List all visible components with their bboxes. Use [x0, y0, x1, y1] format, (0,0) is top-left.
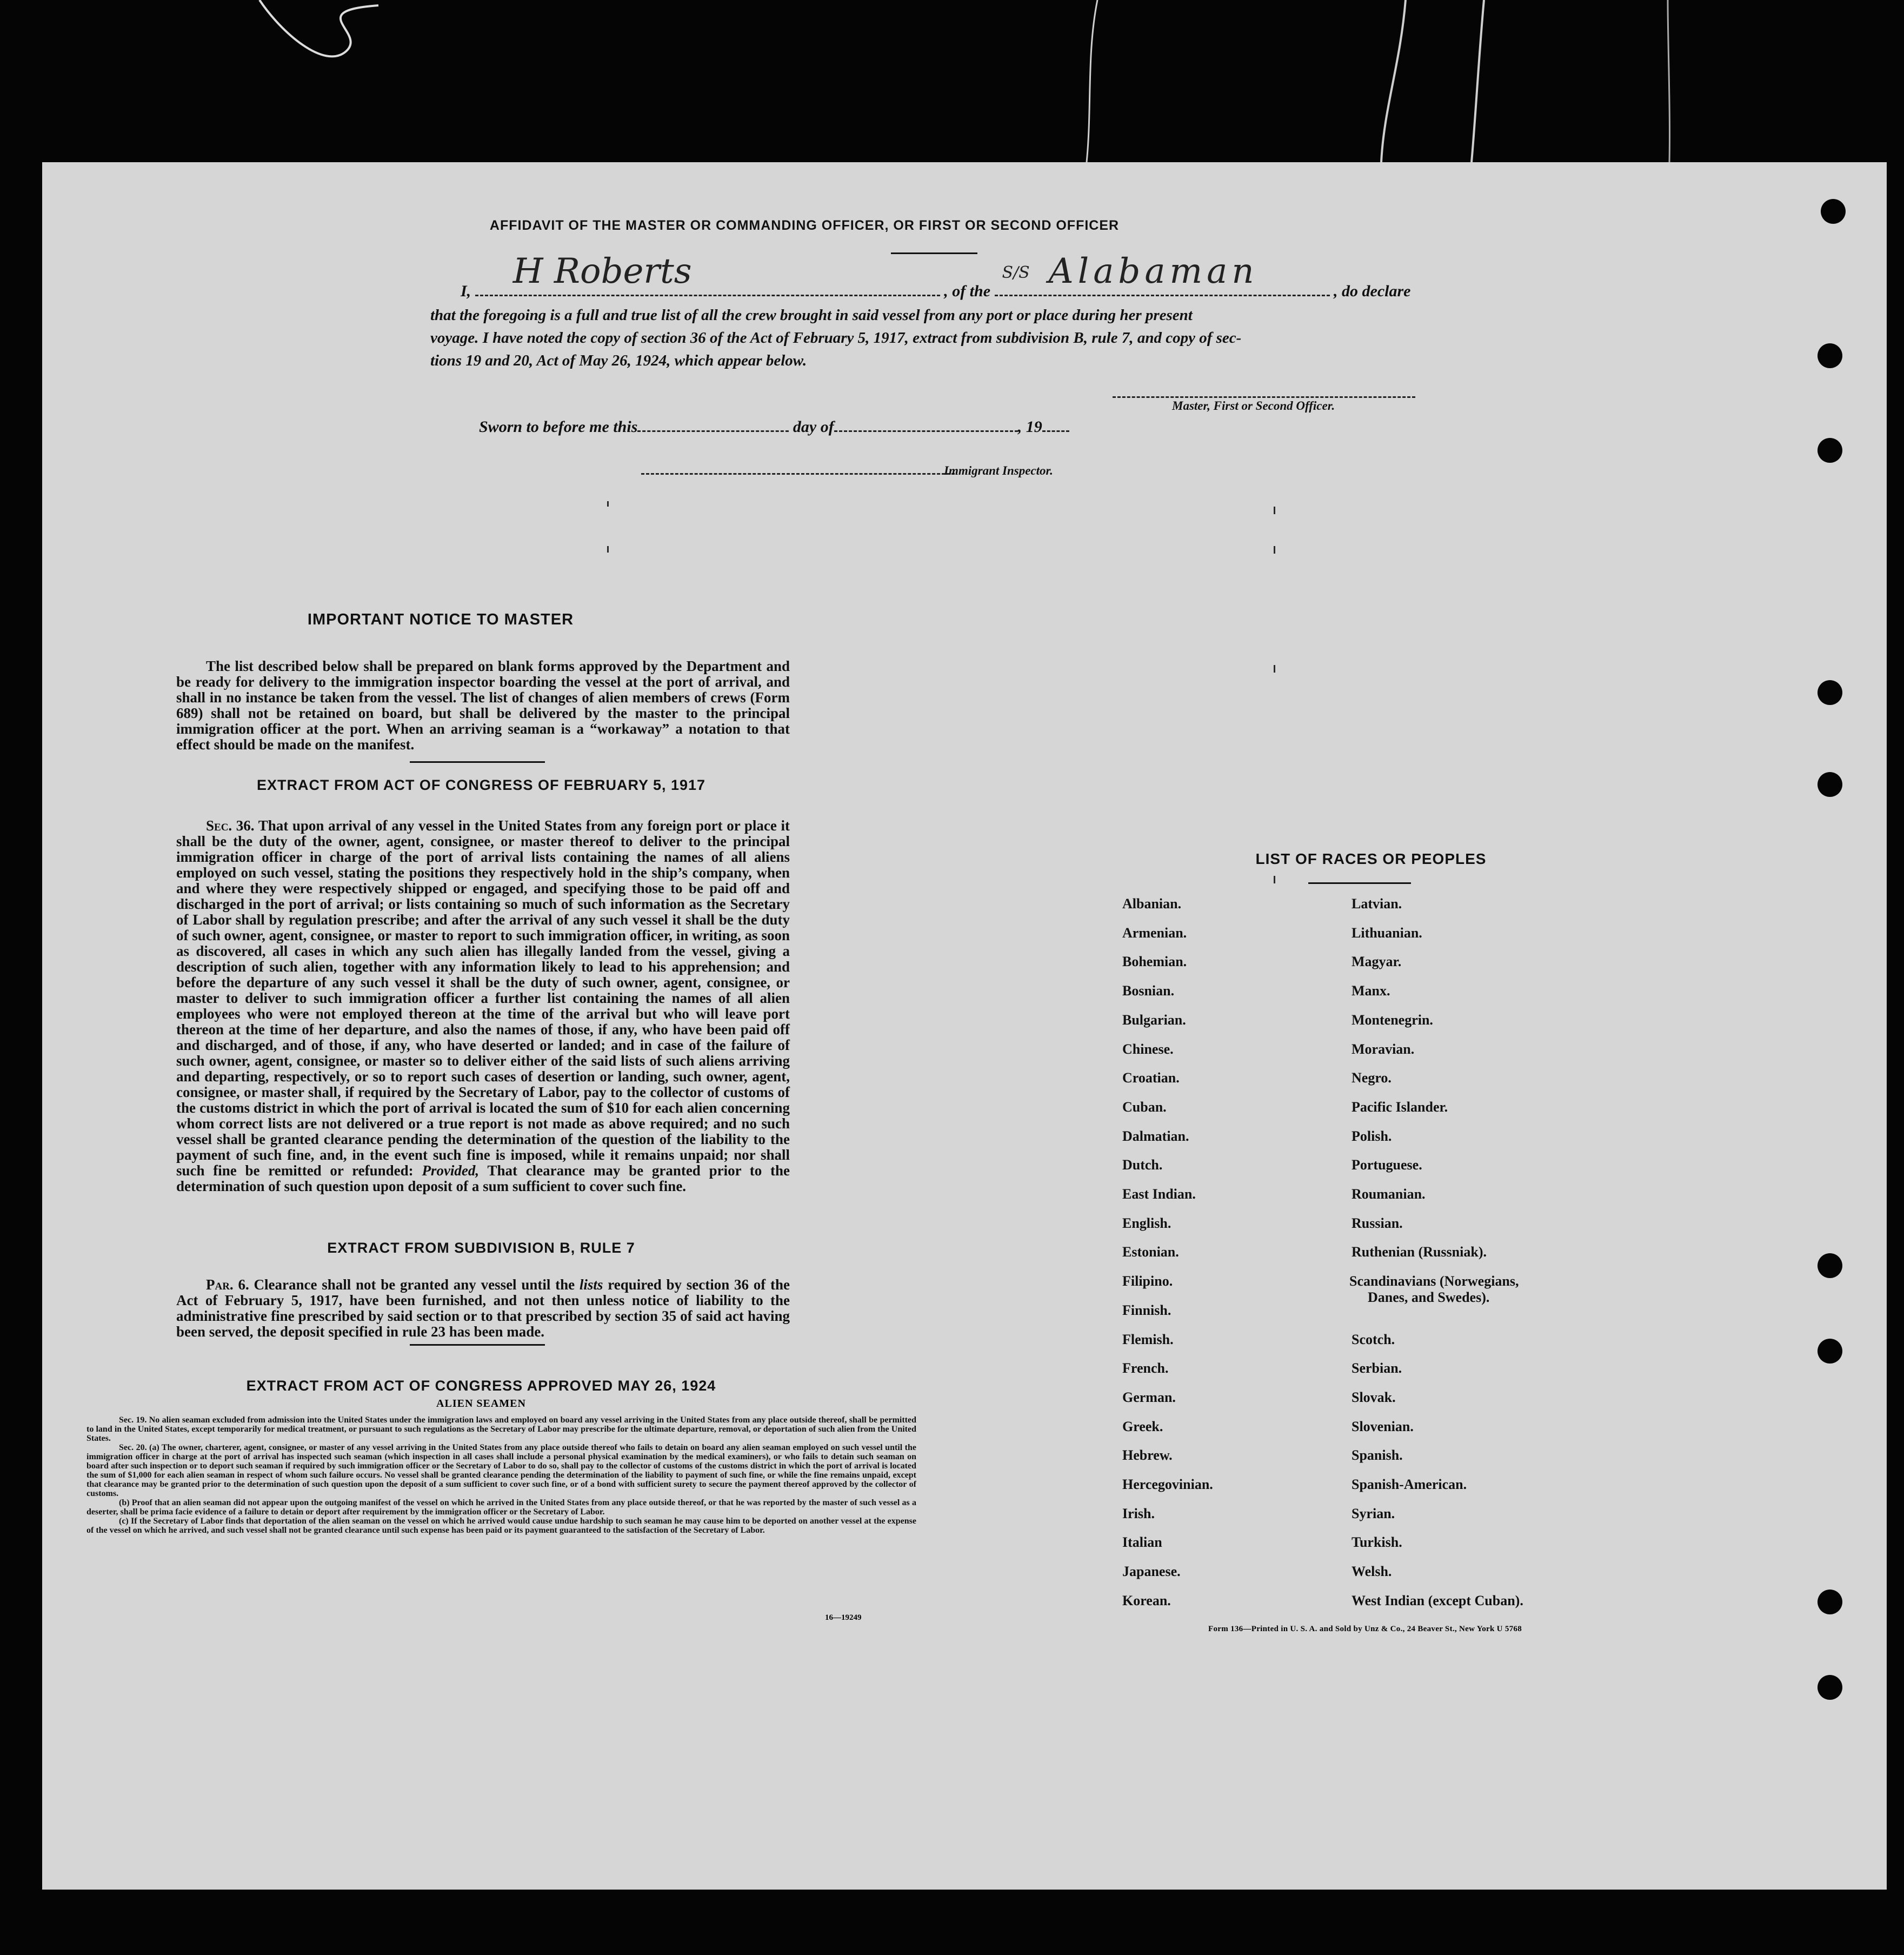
punch-hole [1818, 1339, 1842, 1364]
race-item: Latvian. [1352, 896, 1402, 912]
race-item: Polish. [1352, 1128, 1392, 1144]
race-item: Welsh. [1352, 1564, 1392, 1580]
provided-term: Provided, [422, 1162, 480, 1179]
declaration-text [430, 304, 1512, 372]
race-item: Magyar. [1352, 954, 1402, 970]
notice-text: The list described below shall be prepared on blank forms approved by the Department and be ready for delivery to the immigration inspector boarding the vessel at the port of arrival, and shall in no instance be taken from the vessel. The list of changes of alien members of crews (Form 689) shall not be retained on board, but shall be delivered by the master to the principal immigration officer at the port. When an arriving seaman is a “workaway” a notation to that effect should be made on the manifest. [176, 658, 790, 753]
rule-7-body-a: Clearance shall not be granted any vessel until the [254, 1276, 575, 1293]
declaration-line-3: tions 19 and 20, Act of May 26, 1924, which appear below. [430, 352, 807, 369]
race-item: Estonian. [1122, 1244, 1179, 1260]
i-label: I, [461, 282, 471, 300]
race-item: German. [1122, 1389, 1176, 1405]
race-item: Slovenian. [1352, 1418, 1414, 1434]
race-item: Slovak. [1352, 1389, 1396, 1405]
race-item: Flemish. [1122, 1331, 1174, 1347]
race-item: West Indian (except Cuban). [1352, 1592, 1523, 1608]
race-item: Bosnian. [1122, 983, 1175, 999]
race-item-continuation: Danes, and Swedes). [1368, 1289, 1490, 1306]
notice-title: IMPORTANT NOTICE TO MASTER [307, 611, 574, 628]
race-item: Scotch. [1352, 1331, 1395, 1347]
scan-speck [607, 546, 609, 553]
race-item: Roumanian. [1352, 1186, 1426, 1202]
vessel-field[interactable] [995, 251, 1330, 296]
races-divider [1308, 882, 1411, 884]
scan-speck [1274, 546, 1275, 554]
extract-1917-text [176, 818, 790, 1194]
race-item: Japanese. [1122, 1564, 1181, 1580]
scan-speck [1274, 665, 1275, 673]
race-item: Hebrew. [1122, 1447, 1173, 1464]
inspector-signature-line[interactable] [641, 473, 955, 475]
form-code: 16—19249 [825, 1613, 862, 1622]
vessel-prefix: S/S [1002, 263, 1030, 282]
sec-20b-text: (b) Proof that an alien seaman did not appear upon the outgoing manifest of the vessel on which he arrived in the United States from any place outside thereof, or that he was reported by the master of such vessel as a deserter, shall be prima facie evidence of a failure to detain or deport after requirement by the immigration officer or the Secretary of Labor. [86, 1498, 916, 1517]
race-item: French. [1122, 1360, 1169, 1377]
declaration-line-1: that the foregoing is a full and true list of all the crew brought in said vessel from any port or place during her present [430, 307, 1193, 324]
race-item: Montenegrin. [1352, 1012, 1433, 1028]
rule-7-divider [410, 1344, 545, 1346]
punch-hole [1818, 343, 1842, 368]
race-item: Finnish. [1122, 1302, 1171, 1318]
race-item: Turkish. [1352, 1534, 1402, 1551]
declaration-line-2: voyage. I have noted the copy of section 36 of the Act of February 5, 1917, extract from subdivision B, rule 7, and copy of sec- [430, 329, 1242, 347]
sec-36-body: That upon arrival of any vessel in the United States from any foreign port or place it shall be the duty of the owner, agent, consignee, or master thereof to deliver to the principal immigration officer in charge of the port of arrival lists containing the names of all aliens employed on such vessel, stating the positions they respectively hold in the ship’s company, when and where they were respectively shipped or engaged, and specifying those to be paid off and discharged in the port of arrival; or lists containing so much of such information as the Secretary of Labor shall by regulation prescribe; and after the arrival of any such vessel it shall be the duty of such owner, agent, consignee, or master to report to such immigration officer, in writing, as soon as discovered, all cases in which any such alien has illegally landed from the vessel, giving a description of such alien, together with any information likely to lead to his apprehension; and before the departure of any such vessel it shall be the duty of such owner, agent, consignee, or master to deliver to such immigration officer a further list containing the names of all alien employees who were not employed thereon at the time of the arrival but who will leave port thereon at the time of her departure, and also the names of those, if any, who have been paid off and discharged, and of those, if any, who have deserted or landed; and in case of the failure of such owner, agent, consignee, or master so to deliver either of the said lists of such aliens arriving and departing, respectively, or so to report such cases of desertion or landing, such owner, agent, consignee, or master shall, if required by the Secretary of Labor, pay to the collector of customs of the customs district in which the port of arrival is located the sum of $10 for each alien concerning whom correct lists are not delivered or a true report is not made as above required; and no such vessel shall be granted clearance pending the determination of the question of the liability to the payment of such fine, and, in the event such fine is imposed, while it remains unpaid; nor shall such fine be remitted or refunded: [176, 817, 790, 1179]
punch-hole [1818, 1590, 1842, 1614]
extract-1924-text [86, 1415, 916, 1535]
race-item: Bulgarian. [1122, 1012, 1186, 1028]
race-item: Syrian. [1352, 1505, 1395, 1521]
race-item: East Indian. [1122, 1186, 1196, 1202]
race-item: Scandinavians (Norwegians, [1349, 1273, 1519, 1289]
race-item: Greek. [1122, 1418, 1163, 1434]
rule-7-text [176, 1277, 790, 1340]
of-the-label: , of the [944, 282, 991, 300]
race-item: Italian [1122, 1534, 1162, 1551]
race-item: Portuguese. [1352, 1157, 1422, 1173]
title-divider [891, 252, 977, 254]
race-item: Bohemian. [1122, 954, 1187, 970]
sworn-day-field[interactable] [637, 430, 789, 432]
day-of-label: day of [793, 418, 834, 436]
lists-term: lists [579, 1276, 603, 1293]
race-item: Dutch. [1122, 1157, 1163, 1173]
race-item: Hercegovinian. [1122, 1477, 1213, 1492]
rule-7-title: EXTRACT FROM SUBDIVISION B, RULE 7 [327, 1240, 635, 1256]
scan-speck [607, 501, 609, 507]
master-label: Master, First or Second Officer. [1172, 399, 1335, 413]
sec-20a-text: Sec. 20. (a) The owner, charterer, agent, consignee, or master of any vessel arriving in the United States from any place outside thereof who fails to detain on board any alien seaman employed on such vessel until the immigration officer in charge at the port of arrival has inspected such seaman (which inspection in all cases shall include a personal physical examination by the medical examiners), or who fails to detain such seaman on board after such inspection or to deport such seaman if required by such immigration officer or the Secretary of Labor to do so, shall pay to the collector of customs of the customs district in which the port of arrival is located the sum of $1,000 for each alien seaman in respect of whom such failure occurs. No vessel shall be granted clearance pending the determination of the liability to payment of such fine, or while the fine remains unpaid, except that clearance may be granted prior to the determination of such question upon the deposit of a sum sufficient to cover such fine, or of a bond with sufficient surety to secure the payment thereof approved by the collector of customs. [86, 1443, 916, 1498]
punch-hole [1821, 199, 1846, 224]
race-item: Filipino. [1122, 1273, 1173, 1289]
race-item: Moravian. [1352, 1041, 1415, 1057]
scan-speck [1274, 507, 1275, 514]
punch-hole [1818, 1253, 1842, 1278]
sec-36-label: Sec. 36. [206, 817, 255, 834]
master-signature: H Roberts [512, 251, 692, 291]
manifest-page [42, 162, 1887, 1890]
race-item: Spanish-American. [1352, 1477, 1467, 1492]
scanner-strings [0, 0, 1904, 162]
punch-hole [1818, 438, 1842, 463]
race-item: Lithuanian. [1352, 925, 1422, 941]
punch-hole [1818, 1675, 1842, 1700]
year-label: , 19 [1017, 418, 1042, 436]
alien-seamen-subtitle: ALIEN SEAMEN [436, 1398, 526, 1409]
race-item: Croatian. [1122, 1070, 1180, 1086]
printer-footer: Form 136—Printed in U. S. A. and Sold by Unz & Co., 24 Beaver St., New York U 5768 [1208, 1625, 1522, 1633]
race-item: Russian. [1352, 1215, 1403, 1231]
sworn-month-field[interactable] [834, 430, 1018, 432]
notice-divider [410, 761, 545, 763]
race-item: Manx. [1352, 983, 1390, 999]
race-item: Cuban. [1122, 1099, 1167, 1115]
do-declare-label: , do declare [1334, 282, 1411, 300]
scan-speck [1274, 876, 1275, 883]
vessel-name: Alabaman [1048, 251, 1259, 291]
extract-1924-title: EXTRACT FROM ACT OF CONGRESS APPROVED MAY 26, 1924 [246, 1378, 716, 1394]
race-item: Chinese. [1122, 1041, 1174, 1057]
sec-19-text: Sec. 19. No alien seaman excluded from admission into the United States under the immigration laws and employed on board any vessel arriving in the United States from any place outside thereof, shall be permitted to land in the United States, except temporarily for medical treatment, or pursuant to such regulations as the Secretary of Labor may prescribe for the ultimate departure, removal, or deportation of such alien from the United States. [86, 1415, 916, 1443]
sworn-label: Sworn to before me this [479, 418, 638, 436]
sworn-year-field[interactable] [1042, 430, 1069, 432]
extract-1917-title: EXTRACT FROM ACT OF CONGRESS OF FEBRUARY 5, 1917 [256, 777, 706, 793]
par-6-label: Par. 6. [206, 1276, 249, 1293]
punch-hole [1818, 680, 1842, 705]
race-item: Pacific Islander. [1352, 1099, 1448, 1115]
affidavit-title: AFFIDAVIT OF THE MASTER OR COMMANDING OFFICER, OR FIRST OR SECOND OFFICER [489, 218, 1120, 233]
race-item: Albanian. [1122, 896, 1182, 912]
punch-hole [1818, 772, 1842, 797]
race-item: Spanish. [1352, 1447, 1403, 1464]
race-item: English. [1122, 1215, 1171, 1231]
race-item: Dalmatian. [1122, 1128, 1189, 1144]
race-item: Korean. [1122, 1592, 1171, 1608]
sec-20c-text: (c) If the Secretary of Labor finds that deportation of the alien seaman on the vessel on which he arrived would cause undue hardship to such seaman he may cause him to be deported on another vessel at the expense of the vessel on which he arrived, and such vessel shall not be granted clearance until such expense has been paid or its payment guaranteed to the satisfaction of the Secretary of Labor. [86, 1517, 916, 1535]
master-signature-line[interactable] [1113, 396, 1415, 398]
sec-36-body-end: That clearance may be granted prior to the determination of such question upon deposit of a sum sufficient to cover such fine. [176, 1162, 790, 1194]
race-item: Irish. [1122, 1505, 1155, 1521]
rule-7-body-b: required by section 36 of the Act of February 5, 1917, have been furnished, and not then unless notice of liability to the administrative fine prescribed by said section or to that prescribed by section 35 of said act having been served, the deposit specified in rule 23 has been made. [176, 1276, 790, 1340]
race-item: Serbian. [1352, 1360, 1402, 1377]
race-item: Ruthenian (Russniak). [1352, 1244, 1487, 1260]
race-item: Negro. [1352, 1070, 1392, 1086]
master-name-field[interactable] [475, 251, 940, 296]
inspector-label: Immigrant Inspector. [944, 464, 1053, 477]
races-title: LIST OF RACES OR PEOPLES [1255, 850, 1487, 867]
race-item: Armenian. [1122, 925, 1187, 941]
sworn-line [479, 418, 1236, 436]
